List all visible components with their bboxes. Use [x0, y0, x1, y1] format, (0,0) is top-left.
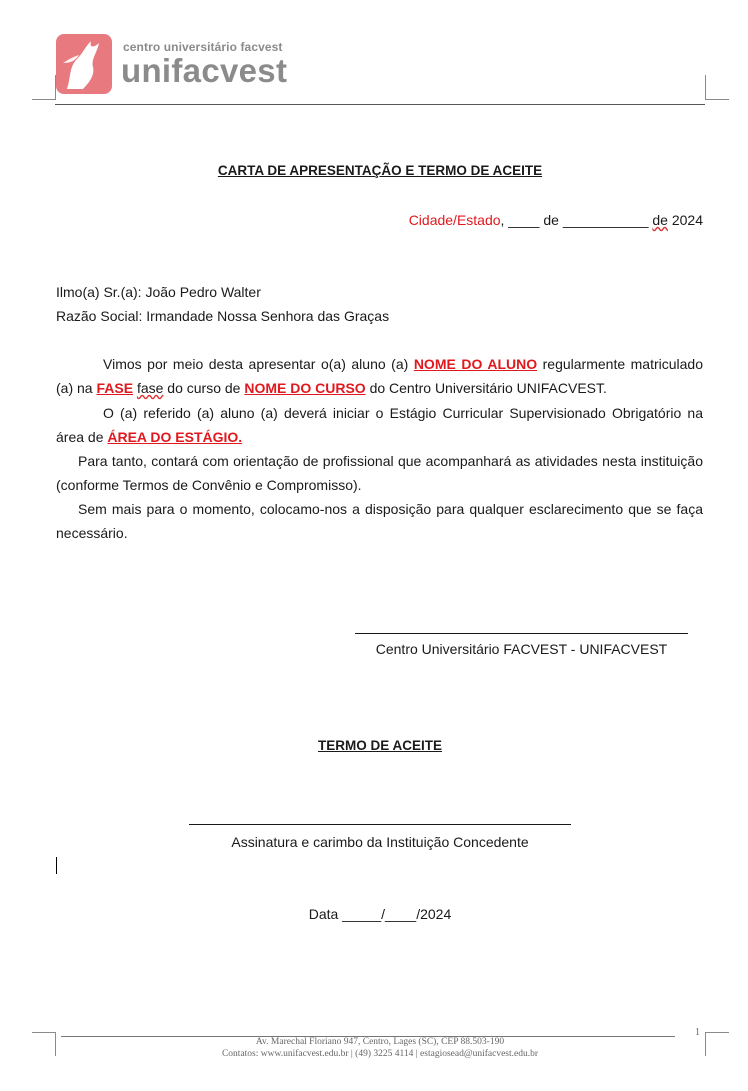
course-name-placeholder: NOME DO CURSO [244, 380, 366, 396]
city-placeholder: Cidade/Estado [408, 212, 501, 228]
p1-text-b: regularmente matriculado (a) na [56, 356, 703, 396]
signature-label-institution: Assinatura e carimbo da Instituição Concedente [231, 834, 529, 850]
signature-label-unifacvest: Centro Universitário FACVEST - UNIFACVEST [375, 641, 668, 657]
date-fill-line: Data _____/____/2024 [308, 906, 452, 922]
p1-text-c: do curso de [163, 380, 245, 396]
p1-text-d: do Centro Universitário UNIFACVEST. [365, 380, 607, 396]
paragraph-internship [56, 401, 703, 449]
paragraph-closing: Sem mais para o momento, colocamo-nos a disposição para qualquer esclarecimento que se faça necessário. [56, 501, 703, 541]
footer-contacts: Contatos: www.unifacvest.edu.br | (49) 3225 4114 | estagiosead@unifacvest.edu.br [221, 1049, 539, 1059]
crop-mark-top-left [32, 75, 56, 100]
phase-placeholder: FASE [96, 380, 134, 396]
paragraph-presentation [56, 352, 703, 400]
recipient-name: Ilmo(a) Sr.(a): João Pedro Walter [56, 284, 261, 300]
day-blank: , ____ [500, 212, 544, 228]
header-divider [55, 104, 705, 105]
logo-subtitle: centro universitário facvest [123, 40, 283, 54]
unifacvest-logo-icon [55, 33, 113, 95]
p1-text-a: Vimos por meio desta apresentar o(a) aluno (a) [103, 356, 414, 372]
date-year: 2024 [667, 212, 703, 228]
date-de-1: de [543, 212, 559, 228]
recipient-company: Razão Social: Irmandade Nossa Senhora das Graças [56, 308, 390, 324]
student-name-placeholder: NOME DO ALUNO [413, 356, 538, 372]
logo-wordmark: unifacvest [121, 52, 288, 89]
paragraph-orientation: Para tanto, contará com orientação de profissional que acompanhará as atividades nesta instituição (conforme Termos de Convênio e Compromisso). [56, 453, 703, 493]
acceptance-term-title: TERMO DE ACEITE [317, 738, 442, 753]
text-cursor[interactable] [56, 857, 57, 874]
signature-line-unifacvest [355, 633, 688, 634]
fase-word: fase [136, 380, 164, 396]
document-title: CARTA DE APRESENTAÇÃO E TERMO DE ACEITE [217, 163, 543, 178]
page-number: 1 [695, 1027, 700, 1038]
internship-area-placeholder: ÁREA DO ESTÁGIO. [107, 429, 243, 445]
signature-line-institution [189, 824, 571, 825]
date-de-2: de [652, 212, 668, 228]
date-line [409, 212, 703, 228]
p2-text-a: O (a) referido (a) aluno (a) deverá iniciar o Estágio Curricular Supervisionado Obrigatório na área de [56, 405, 703, 445]
crop-mark-top-right [705, 75, 729, 100]
footer-address: Av. Marechal Floriano 947, Centro, Lages (SC), CEP 88.503-190 [255, 1037, 505, 1047]
month-blank: ___________ [558, 212, 653, 228]
